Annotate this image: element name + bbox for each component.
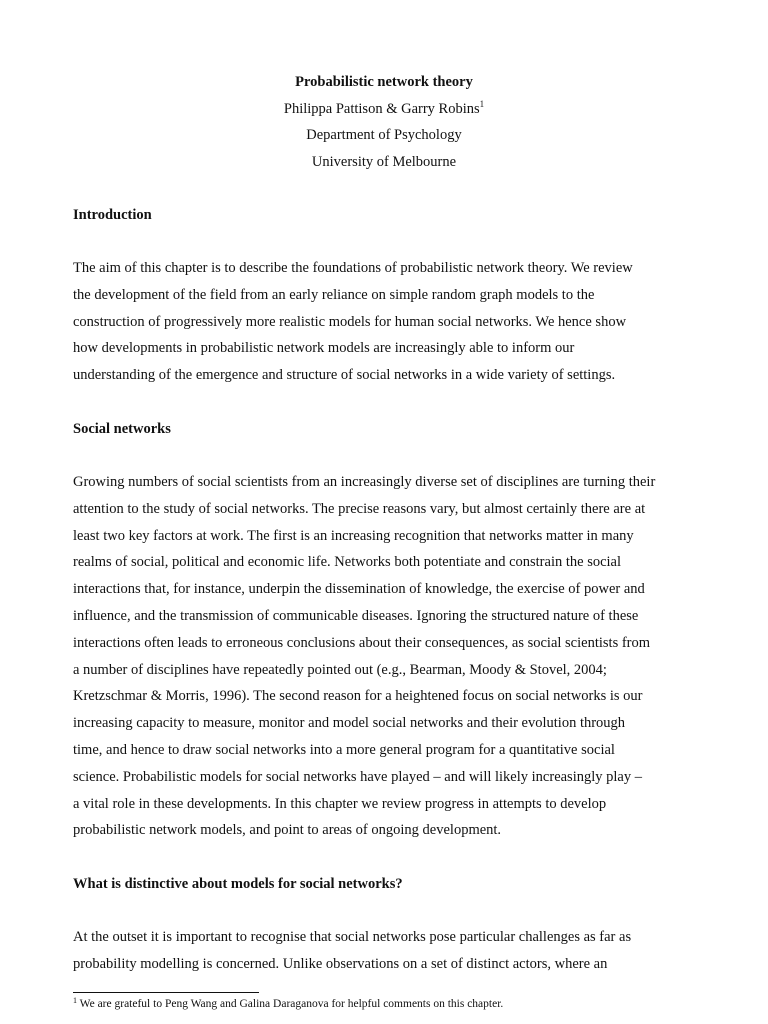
department: Department of Psychology xyxy=(306,127,462,143)
text-line: science. Probabilistic models for social networks have played – and will likely increasingly play – xyxy=(73,768,642,785)
section-heading-distinctive-models: What is distinctive about models for social networks? xyxy=(73,876,403,892)
section-heading-introduction: Introduction xyxy=(73,207,152,223)
text-line: realms of social, political and economic life. Networks both potentiate and constrain the social xyxy=(73,554,622,571)
text-line: a vital role in these developments. In this chapter we review progress in attempts to develop xyxy=(73,795,607,812)
text-line: probabilistic network models, and point to areas of ongoing development. xyxy=(73,822,502,839)
footnote-separator xyxy=(73,992,259,993)
footnote xyxy=(73,996,503,1012)
text-line: Growing numbers of social scientists from an increasingly diverse set of disciplines are turning their xyxy=(73,474,656,490)
text-line: interactions often leads to erroneous conclusions about their consequences, as social scientists from xyxy=(73,634,651,651)
paragraph-introduction xyxy=(73,255,713,389)
text-line: At the outset it is important to recognise that social networks pose particular challenges as far as xyxy=(73,929,632,945)
footnote-marker: 1 xyxy=(73,996,77,1005)
text-line: understanding of the emergence and structure of social networks in a wide variety of settings. xyxy=(73,367,616,384)
paper-title: Probabilistic network theory xyxy=(295,74,473,90)
text-line: the development of the field from an early reliance on simple random graph models to the xyxy=(73,286,595,303)
text-line: a number of disciplines have repeatedly pointed out (e.g., Bearman, Moody & Stovel, 2004; xyxy=(73,661,607,678)
author-line xyxy=(0,99,768,119)
text-line: construction of progressively more realistic models for human social networks. We hence show xyxy=(73,313,627,330)
author-footnote-marker: 1 xyxy=(479,99,485,109)
paragraph-distinctive-models xyxy=(73,924,713,978)
authors: Philippa Pattison & Garry Robins xyxy=(283,101,480,117)
text-line: The aim of this chapter is to describe the foundations of probabilistic network theory. We review xyxy=(73,260,633,276)
text-line: Kretzschmar & Morris, 1996). The second reason for a heightened focus on social networks is our xyxy=(73,688,643,705)
paragraph-social-networks xyxy=(73,469,713,844)
text-line: time, and hence to draw social networks into a more general program for a quantitative social xyxy=(73,741,615,758)
text-line: least two key factors at work. The first is an increasing recognition that networks matter in many xyxy=(73,527,634,544)
text-line: interactions that, for instance, underpin the dissemination of knowledge, the exercise of power and xyxy=(73,581,645,598)
footnote-text: We are grateful to Peng Wang and Galina Daraganova for helpful comments on this chapter. xyxy=(77,998,504,1010)
text-line: how developments in probabilistic network models are increasingly able to inform our xyxy=(73,340,575,357)
university: University of Melbourne xyxy=(311,154,457,170)
section-heading-social-networks: Social networks xyxy=(73,421,171,437)
text-line: increasing capacity to measure, monitor and model social networks and their evolution through xyxy=(73,715,626,732)
text-line: probability modelling is concerned. Unlike observations on a set of distinct actors, where an xyxy=(73,955,608,972)
text-line: influence, and the transmission of communicable diseases. Ignoring the structured nature of these xyxy=(73,607,639,624)
text-line: attention to the study of social networks. The precise reasons vary, but almost certainly there are at xyxy=(73,500,646,517)
